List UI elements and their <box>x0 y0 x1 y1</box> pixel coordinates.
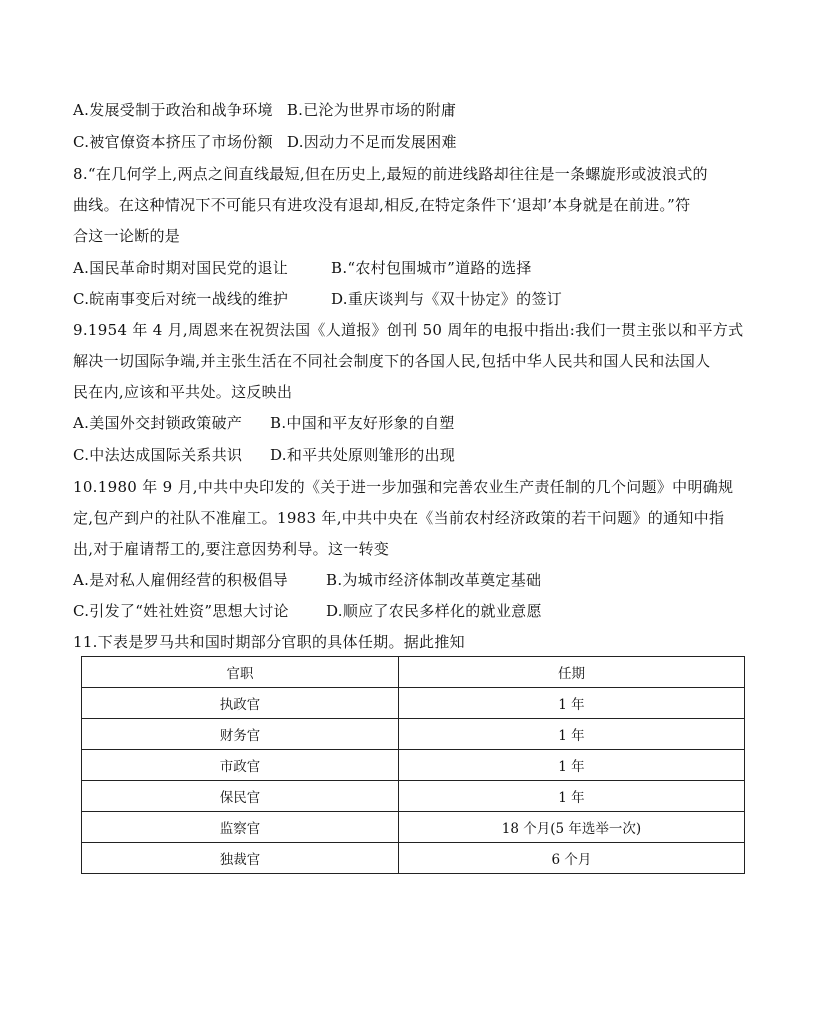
q9-stem-line3: 民在内,应该和平共处。这反映出 <box>73 383 293 401</box>
table-cell-office: 独裁官 <box>82 843 399 874</box>
q9-option-c: C.中法达成国际关系共识 <box>73 446 243 464</box>
table-row <box>82 843 745 874</box>
q10-option-a: A.是对私人雇佣经营的积极倡导 <box>73 571 289 589</box>
table-header-term: 任期 <box>399 657 745 688</box>
q8-options-row2 <box>73 289 562 309</box>
table-header-office: 官职 <box>82 657 399 688</box>
table-cell-office: 执政官 <box>82 688 399 719</box>
q7-option-b: B.已沦为世界市场的附庸 <box>286 101 457 119</box>
q7-options-row2 <box>73 132 457 152</box>
table-row <box>82 781 745 812</box>
q7-option-d: D.因动力不足而发展困难 <box>286 133 457 151</box>
q9-option-d: D.和平共处原则雏形的出现 <box>270 446 456 464</box>
q8-option-c: C.皖南事变后对统一战线的维护 <box>73 290 289 308</box>
q8-option-b: B.“农村包围城市”道路的选择 <box>331 259 532 277</box>
q8-stem-line1: 8.“在几何学上,两点之间直线最短,但在历史上,最短的前进线路却往往是一条螺旋形或波浪式的 <box>73 165 708 183</box>
table-cell-term: 1 年 <box>399 781 745 812</box>
q10-option-b: B.为城市经济体制改革奠定基础 <box>326 571 542 589</box>
table-cell-term: 1 年 <box>399 719 745 750</box>
roman-offices-table <box>81 656 745 874</box>
q10-options-row1 <box>73 570 541 590</box>
q9-stem-line2: 解决一切国际争端,并主张生活在不同社会制度下的各国人民,包括中华人民共和国人民和法国人 <box>73 352 711 370</box>
table-row <box>82 688 745 719</box>
q7-option-c: C.被官僚资本挤压了市场份额 <box>73 133 273 151</box>
q10-options-row2 <box>73 601 542 621</box>
table-header-row <box>82 657 745 688</box>
q9-option-b: B.中国和平友好形象的自塑 <box>270 414 455 432</box>
table-cell-term: 18 个月(5 年选举一次) <box>399 812 745 843</box>
q7-option-a: A.发展受制于政治和战争环境 <box>73 101 273 119</box>
table-row <box>82 750 745 781</box>
q10-option-d: D.顺应了农民多样化的就业意愿 <box>326 602 542 620</box>
table-cell-term: 6 个月 <box>399 843 745 874</box>
q8-option-d: D.重庆谈判与《双十协定》的签订 <box>331 290 563 308</box>
q9-option-a: A.美国外交封锁政策破产 <box>73 414 243 432</box>
table-cell-office: 财务官 <box>82 719 399 750</box>
table-row <box>82 812 745 843</box>
table-row <box>82 719 745 750</box>
table-cell-term: 1 年 <box>399 688 745 719</box>
q8-option-a: A.国民革命时期对国民党的退让 <box>73 259 289 277</box>
q9-stem-line1: 9.1954 年 4 月,周恩来在祝贺法国《人道报》创刊 50 周年的电报中指出:我们一贯主张以和平方式 <box>73 321 744 339</box>
q10-stem-line1: 10.1980 年 9 月,中共中央印发的《关于进一步加强和完善农业生产责任制的几个问题》中明确规 <box>73 478 734 496</box>
q8-stem-line2: 曲线。在这种情况下不可能只有进攻没有退却,相反,在特定条件下‘退却’本身就是在前进。”符 <box>73 196 691 214</box>
q10-stem-line2: 定,包产到户的社队不准雇工。1983 年,中共中央在《当前农村经济政策的若干问题》的通知中指 <box>73 509 725 527</box>
q9-options-row2 <box>73 445 455 465</box>
q10-stem-line3: 出,对于雇请帮工的,要注意因势利导。这一转变 <box>73 540 390 558</box>
table-cell-term: 1 年 <box>399 750 745 781</box>
q10-option-c: C.引发了“姓社姓资”思想大讨论 <box>73 602 289 620</box>
table-cell-office: 监察官 <box>82 812 399 843</box>
q8-stem-line3: 合这一论断的是 <box>73 227 181 245</box>
q8-options-row1 <box>73 258 532 278</box>
q7-options-row1 <box>73 100 456 120</box>
table-cell-office: 市政官 <box>82 750 399 781</box>
q11-stem: 11.下表是罗马共和国时期部分官职的具体任期。据此推知 <box>73 633 465 651</box>
q9-options-row1 <box>73 413 455 433</box>
table-cell-office: 保民官 <box>82 781 399 812</box>
